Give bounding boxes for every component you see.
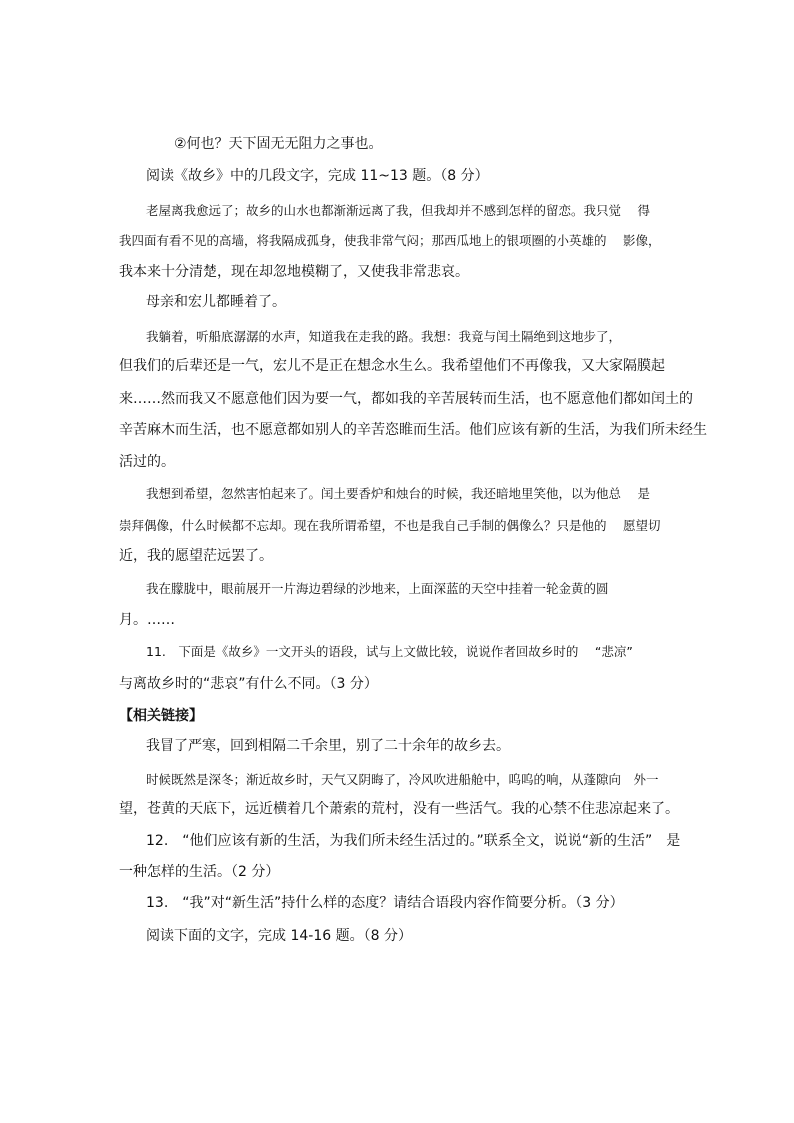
passage-line: 来……然而我又不愿意他们因为要一气，都如我的辛苦展转而生活，也不愿意他们都如闰土的	[119, 391, 693, 407]
question-11-cont: 与离故乡时的“悲哀”有什么不同。（3 分）	[119, 676, 378, 692]
passage-line: 我在朦胧中，眼前展开一片海边碧绿的沙地来，上面深蓝的天空中挂着一轮金黄的圆	[146, 581, 609, 596]
next-reading-instruction: 阅读下面的文字，完成 14-16 题。（8 分）	[146, 928, 412, 944]
quote-line: ②何也？天下固无无阻力之事也。	[174, 136, 383, 152]
question-11: 11. 下面是《故乡》一文开头的语段，试与上文做比较，说说作者回故乡时的 “悲凉”	[146, 644, 633, 659]
passage-line: 活过的。	[119, 454, 175, 470]
link-passage-line: 望，苍黄的天底下，远近横着几个萧索的荒村，没有一些活气。我的心禁不住悲凉起来了。	[119, 801, 679, 817]
passage-line: 辛苦麻木而生活，也不愿意都如别人的辛苦恣睢而生活。他们应该有新的生活，为我们所未经生	[119, 422, 707, 438]
reading-instruction: 阅读《故乡》中的几段文字，完成 11~13 题。（8 分）	[146, 168, 489, 184]
related-link-heading: 【相关链接】	[119, 708, 203, 724]
passage-line: 老屋离我愈远了；故乡的山水也都渐渐远离了我，但我却并不感到怎样的留恋。我只觉 得	[146, 203, 650, 218]
passage-line: 我四面有看不见的高墙，将我隔成孤身，使我非常气闷；那西瓜地上的银项圈的小英雄的 影像，	[119, 233, 661, 248]
passage-line: 我本来十分清楚，现在却忽地模糊了，又使我非常悲哀。	[119, 264, 469, 280]
passage-line: 我想到希望，忽然害怕起来了。闰土要香炉和烛台的时候，我还暗地里笑他，以为他总 是	[146, 486, 650, 501]
passage-line: 近，我的愿望茫远罢了。	[119, 548, 273, 564]
passage-line: 母亲和宏儿都睡着了。	[146, 294, 286, 310]
passage-line: 崇拜偶像，什么时候都不忘却。现在我所谓希望，不也是我自己手制的偶像么？只是他的 愿望切	[119, 518, 661, 533]
question-12-cont: 一种怎样的生活。（2 分）	[119, 864, 280, 880]
question-13: 13. “我”对“新生活”持什么样的态度？请结合语段内容作简要分析。（3 分）	[146, 895, 624, 911]
question-12: 12. “他们应该有新的生活，为我们所未经生活过的。”联系全文，说说“新的生活” 是	[146, 833, 681, 849]
link-passage-line: 时候既然是深冬；渐近故乡时，天气又阴晦了，冷风吹进船舱中，呜呜的响，从蓬隙向 外一	[146, 772, 659, 787]
link-passage-line: 我冒了严寒，回到相隔二千余里，别了二十余年的故乡去。	[146, 738, 510, 754]
passage-line: 我躺着，听船底潺潺的水声，知道我在走我的路。我想：我竟与闰土隔绝到这地步了，	[146, 329, 622, 344]
passage-line: 月。……	[119, 612, 175, 628]
passage-line: 但我们的后辈还是一气，宏儿不是正在想念水生么。我希望他们不再像我，又大家隔膜起	[119, 358, 665, 374]
